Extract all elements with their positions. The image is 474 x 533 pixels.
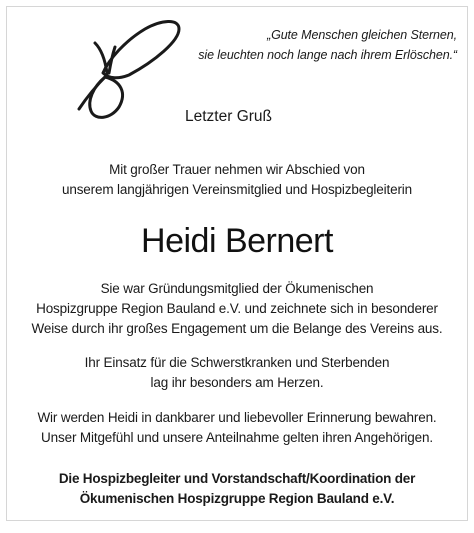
quote-line-1: „Gute Menschen gleichen Sternen, [267, 28, 457, 42]
quote-line-2: sie leuchten noch lange nach ihrem Erlöschen.“ [198, 48, 457, 62]
paragraph-founding-line-2: Hospizgruppe Region Bauland e.V. und zeichnete sich in besonderer [36, 301, 438, 316]
deceased-name: Heidi Bernert [141, 222, 333, 260]
signature-line-2: Ökumenischen Hospizgruppe Region Bauland e.V. [79, 491, 395, 506]
paragraph-commitment-line-1: Ihr Einsatz für die Schwerstkranken und Sterbenden [84, 355, 390, 370]
obituary-notice [6, 6, 468, 521]
paragraph-commitment-line-2: lag ihr besonders am Herzen. [150, 375, 324, 390]
intro-line-1: Mit großer Trauer nehmen wir Abschied von [109, 162, 365, 177]
signature-line-1: Die Hospizbegleiter und Vorstandschaft/Koordination der [58, 471, 416, 486]
intro-line-2: unserem langjährigen Vereinsmitglied und Hospizbegleiterin [61, 182, 412, 197]
paragraph-founding-line-1: Sie war Gründungsmitglied der Ökumenischen [100, 281, 374, 296]
paragraph-founding-line-3: Weise durch ihr großes Engagement um die Belange des Vereins aus. [31, 321, 443, 336]
paragraph-remembrance-line-1: Wir werden Heidi in dankbarer und liebevoller Erinnerung bewahren. [37, 410, 437, 425]
paragraph-commitment [7, 353, 467, 393]
paragraph-remembrance [7, 408, 467, 448]
quote [157, 25, 457, 65]
paragraph-founding [7, 279, 467, 339]
signature [7, 469, 467, 509]
greeting-heading: Letzter Gruß [185, 108, 272, 125]
intro-text [7, 160, 467, 200]
paragraph-remembrance-line-2: Unser Mitgefühl und unsere Anteilnahme gelten ihren Angehörigen. [41, 430, 433, 445]
